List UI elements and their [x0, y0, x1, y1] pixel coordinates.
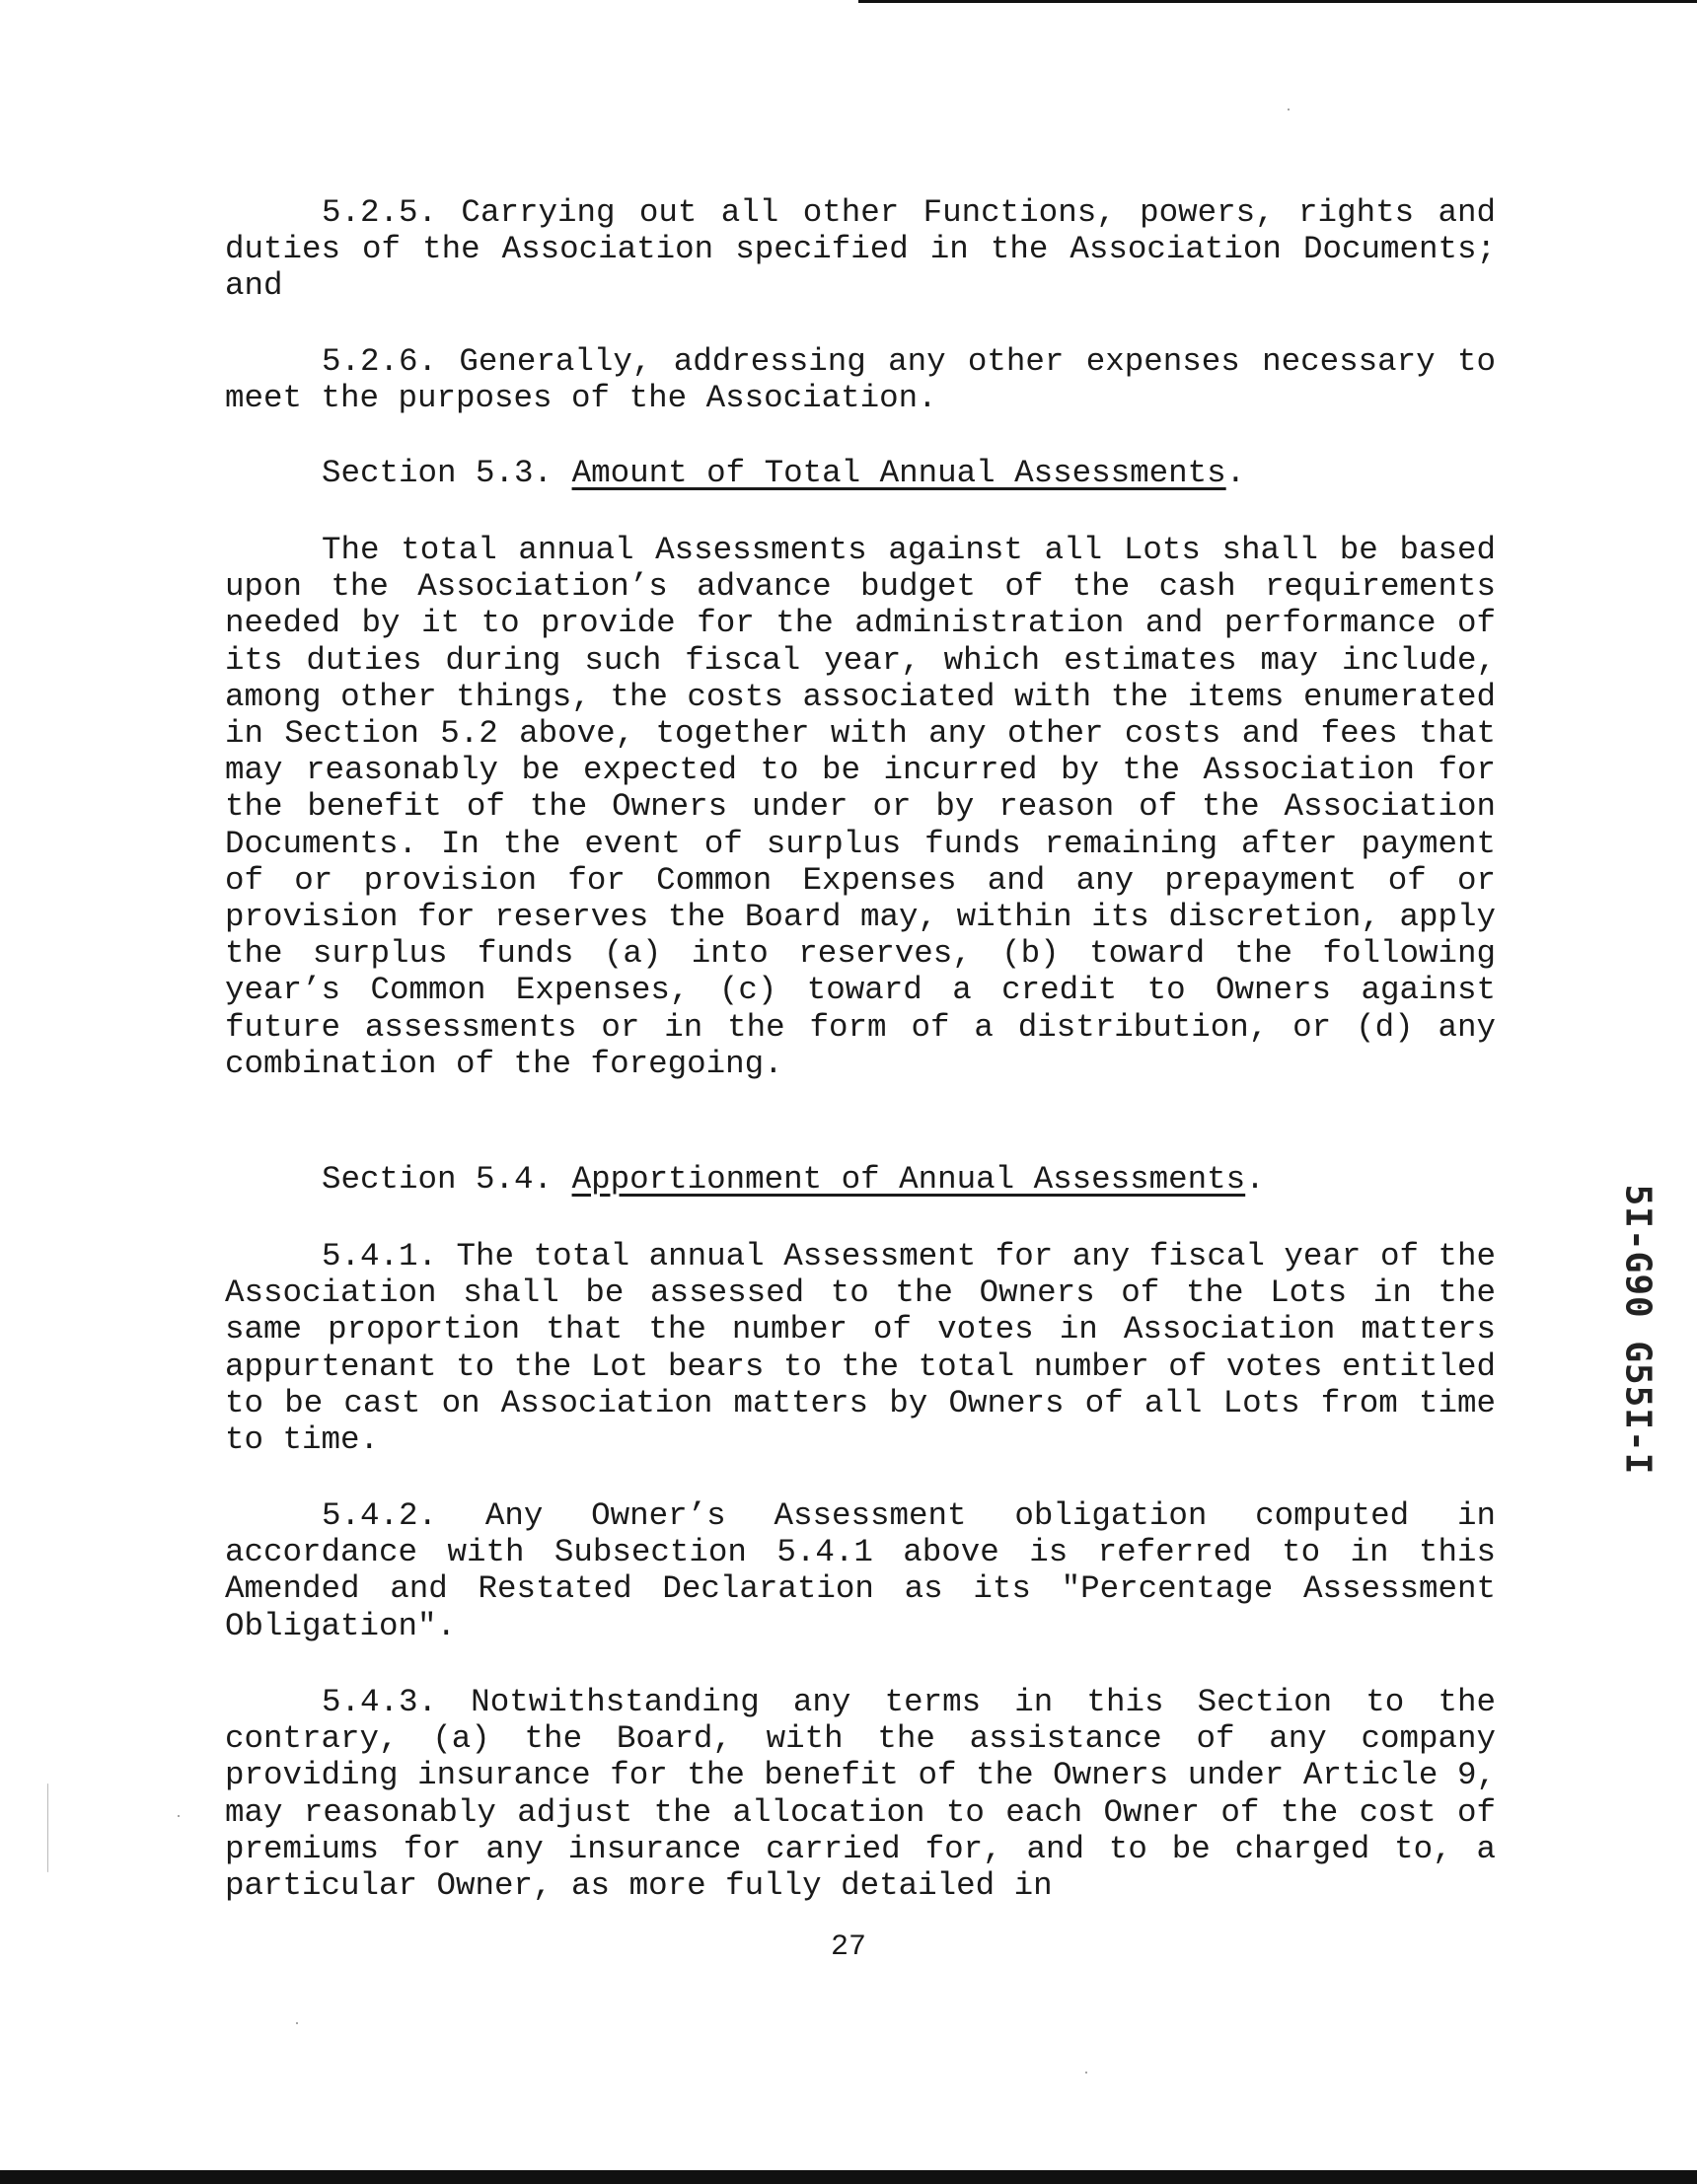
section-5-4-title: Apportionment of Annual Assessments	[571, 1161, 1246, 1198]
paragraph-5-2-5: 5.2.5. Carrying out all other Functions, powers, rights and duties of the Association specified in the Association Documents; and	[225, 194, 1496, 305]
section-5-4-number: Section 5.4.	[322, 1161, 553, 1198]
section-5-4-heading	[322, 1161, 1265, 1198]
paragraph-5-2-6: 5.2.6. Generally, addressing any other expenses necessary to meet the purposes of the Association.	[225, 343, 1496, 417]
scan-edge-bottom	[0, 2170, 1697, 2184]
scan-speck	[1085, 2072, 1087, 2074]
section-5-4-end: .	[1245, 1161, 1265, 1198]
scan-speck	[296, 2022, 298, 2024]
section-5-3-number: Section 5.3.	[322, 455, 553, 491]
side-stamp-text: 5I-G90 G55I-I	[1617, 1184, 1659, 1476]
paragraph-5-4-1: 5.4.1. The total annual Assessment for any fiscal year of the Association shall be assessed to the Owners of the Lots in the same proportion that the number of votes in Association matters appurtenant to the Lot bears to the total number of votes entitled to be cast on Association matters by Owners of all Lots from time to time.	[225, 1238, 1496, 1459]
section-5-3-title: Amount of Total Annual Assessments	[571, 455, 1226, 491]
section-5-3-body: The total annual Assessments against all Lots shall be based upon the Association’s advance budget of the cash requirements needed by it to provide for the administration and performance of its duties during such fiscal year, which estimates may include, among other things, the costs associated with the items enumerated in Section 5.2 above, together with any other costs and fees that may reasonably be expected to be incurred by the Association for the benefit of the Owners under or by reason of the Association Documents. In the event of surplus funds remaining after payment of or provision for Common Expenses and any prepayment of or provision for reserves the Board may, within its discretion, apply the surplus funds (a) into reserves, (b) toward the following year’s Common Expenses, (c) toward a credit to Owners against future assessments or in the form of a distribution, or (d) any combination of the foregoing.	[225, 532, 1496, 1082]
section-5-3-heading	[322, 455, 1245, 491]
side-stamp	[1617, 1184, 1659, 1476]
scan-speck	[178, 1815, 180, 1817]
scan-speck	[47, 1784, 48, 1872]
scan-edge-top	[858, 0, 1697, 3]
paragraph-5-4-3: 5.4.3. Notwithstanding any terms in this Section to the contrary, (a) the Board, with the assistance of any company providing insurance for the benefit of the Owners under Article 9, may reasonably adjust the allocation to each Owner of the cost of premiums for any insurance carried for, and to be charged to, a particular Owner, as more fully detailed in	[225, 1684, 1496, 1905]
page-number: 27	[830, 1930, 866, 1964]
section-5-3-end: .	[1225, 455, 1246, 491]
paragraph-5-4-2: 5.4.2. Any Owner’s Assessment obligation computed in accordance with Subsection 5.4.1 above is referred to in this Amended and Restated Declaration as its "Percentage Assessment Obligation".	[225, 1497, 1496, 1644]
scan-speck	[1288, 109, 1290, 110]
